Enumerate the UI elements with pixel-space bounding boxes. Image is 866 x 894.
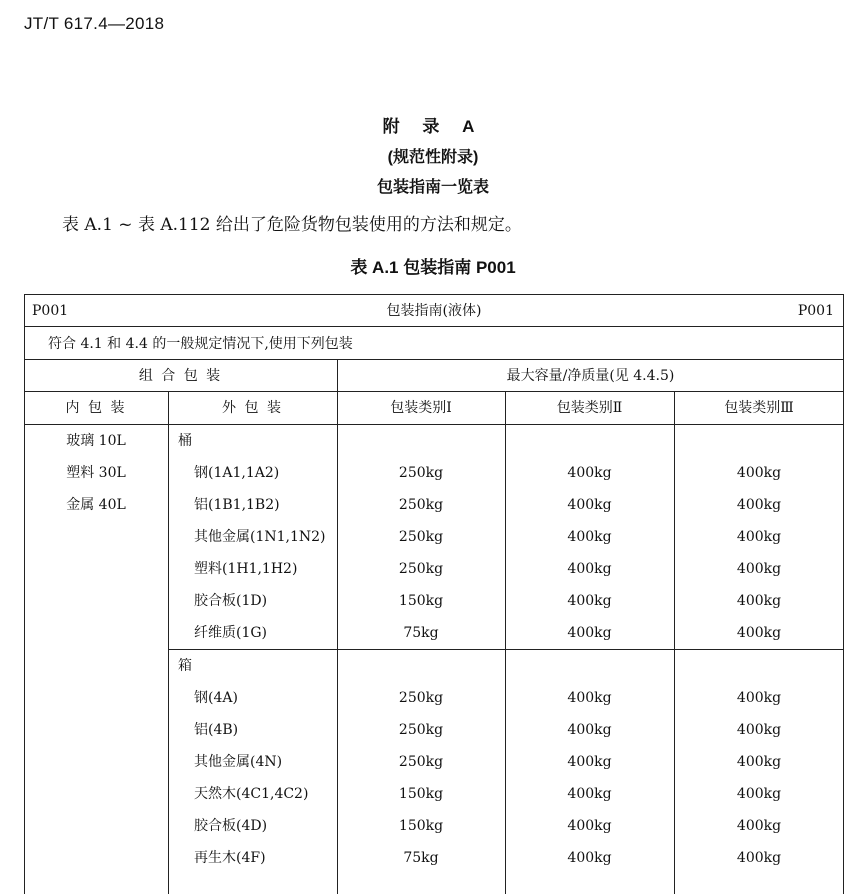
outer-item-name: 胶合板(1D) <box>194 593 268 609</box>
table-rule <box>24 424 844 425</box>
code-left: P001 <box>32 303 69 319</box>
group-1-value: 250kg <box>398 465 444 481</box>
group-3-value: 400kg <box>736 593 782 609</box>
group-2-value: 400kg <box>567 690 612 706</box>
table-rule <box>24 359 844 360</box>
intro-paragraph: 表 A.1 ~ 表 A.112 给出了危险货物包装使用的方法和规定。 <box>62 215 522 235</box>
group-1-value: 150kg <box>398 818 444 834</box>
standard-code: JT/T 617.4—2018 <box>24 14 165 33</box>
group-2-value: 400kg <box>567 465 612 481</box>
group-1-value: 75kg <box>403 625 439 641</box>
table-heading: 包装指南(液体) <box>386 303 482 319</box>
outer-item-name: 纤维质(1G) <box>194 625 268 641</box>
group-1-value: 250kg <box>398 690 444 706</box>
packing-group-1-label: 包装类别Ⅰ <box>390 400 452 416</box>
combined-packaging-label: 组 合 包 装 <box>138 368 223 384</box>
inner-packaging-label: 内 包 装 <box>65 400 127 416</box>
group-2-value: 400kg <box>567 850 612 866</box>
group-3-value: 400kg <box>736 786 782 802</box>
table-rule <box>168 649 844 650</box>
group-2-value: 400kg <box>567 818 612 834</box>
inner-item-metal: 金属 40L <box>66 497 126 513</box>
table-caption: 表 A.1 包装指南 P001 <box>350 258 516 277</box>
section-label-drums: 桶 <box>178 433 192 449</box>
group-2-value: 400kg <box>567 625 612 641</box>
group-1-value: 250kg <box>398 722 444 738</box>
group-3-value: 400kg <box>736 465 782 481</box>
group-1-value: 250kg <box>398 497 444 513</box>
group-3-value: 400kg <box>736 690 782 706</box>
table-rule <box>24 391 844 392</box>
code-right: P001 <box>797 303 834 319</box>
appendix-title: 附 录 A <box>382 117 484 136</box>
group-1-value: 150kg <box>398 786 444 802</box>
group-3-value: 400kg <box>736 529 782 545</box>
group-1-value: 150kg <box>398 593 444 609</box>
appendix-name: 包装指南一览表 <box>376 179 489 196</box>
outer-item-name: 胶合板(4D) <box>194 818 268 834</box>
packing-group-2-label: 包装类别Ⅱ <box>556 400 623 416</box>
group-1-value: 75kg <box>403 850 439 866</box>
group-1-value: 250kg <box>398 561 444 577</box>
group-3-value: 400kg <box>736 561 782 577</box>
outer-item-name: 其他金属(1N1,1N2) <box>194 529 326 545</box>
table-column-divider <box>168 391 169 894</box>
group-2-value: 400kg <box>567 722 612 738</box>
group-3-value: 400kg <box>736 850 782 866</box>
group-1-value: 250kg <box>398 754 444 770</box>
table-rule <box>24 326 844 327</box>
group-2-value: 400kg <box>567 529 612 545</box>
outer-item-name: 铝(4B) <box>194 722 239 738</box>
group-3-value: 400kg <box>736 754 782 770</box>
inner-item-plastic: 塑料 30L <box>66 465 126 481</box>
packing-group-3-label: 包装类别Ⅲ <box>724 400 794 416</box>
outer-packaging-label: 外 包 装 <box>222 400 283 416</box>
outer-item-name: 再生木(4F) <box>194 850 266 866</box>
group-2-value: 400kg <box>567 561 612 577</box>
group-1-value: 250kg <box>398 529 444 545</box>
table-border-top <box>24 294 844 295</box>
outer-item-name: 天然木(4C1,4C2) <box>194 786 309 802</box>
group-3-value: 400kg <box>736 625 782 641</box>
section-label-boxes: 箱 <box>178 658 192 674</box>
group-2-value: 400kg <box>567 786 612 802</box>
outer-item-name: 铝(1B1,1B2) <box>194 497 280 513</box>
packing-table <box>24 294 844 894</box>
outer-item-name: 塑料(1H1,1H2) <box>194 561 298 577</box>
group-3-value: 400kg <box>736 722 782 738</box>
max-capacity-label: 最大容量/净质量(见 4.4.5) <box>506 368 675 384</box>
inner-item-glass: 玻璃 10L <box>66 433 126 449</box>
outer-item-name: 其他金属(4N) <box>194 754 283 770</box>
outer-item-name: 钢(1A1,1A2) <box>194 465 280 481</box>
group-2-value: 400kg <box>567 754 612 770</box>
condition-text: 符合 4.1 和 4.4 的一般规定情况下,使用下列包装 <box>48 336 353 352</box>
group-2-value: 400kg <box>567 593 612 609</box>
group-3-value: 400kg <box>736 818 782 834</box>
appendix-subtitle: (规范性附录) <box>387 149 479 166</box>
group-3-value: 400kg <box>736 497 782 513</box>
outer-item-name: 钢(4A) <box>194 690 238 706</box>
group-2-value: 400kg <box>567 497 612 513</box>
